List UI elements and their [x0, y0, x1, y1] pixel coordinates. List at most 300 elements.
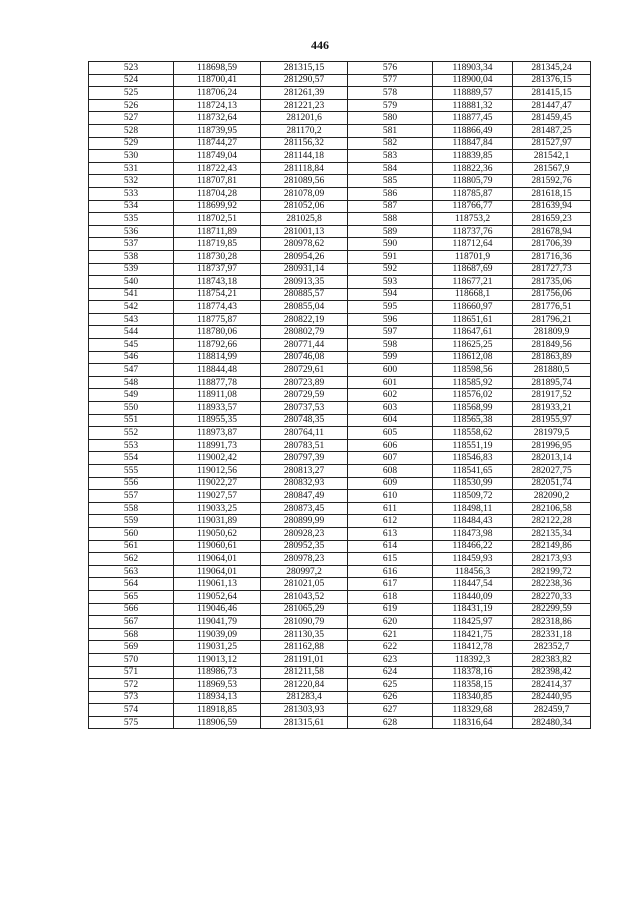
cell-x-coordinate: 118866,49 [433, 124, 513, 137]
cell-point-number: 558 [89, 502, 174, 515]
cell-point-number: 582 [348, 137, 433, 150]
cell-x-coordinate: 118722,43 [174, 162, 261, 175]
cell-x-coordinate: 118900,04 [433, 74, 513, 87]
cell-x-coordinate: 118739,95 [174, 124, 261, 137]
cell-y-coordinate: 281776,51 [513, 301, 591, 314]
cell-point-number: 576 [348, 62, 433, 75]
cell-point-number: 596 [348, 313, 433, 326]
cell-x-coordinate: 118903,34 [433, 62, 513, 75]
table-row [89, 62, 591, 75]
cell-x-coordinate: 118754,21 [174, 288, 261, 301]
table-row [89, 124, 591, 137]
cell-y-coordinate: 282459,7 [513, 704, 591, 717]
cell-point-number: 588 [348, 213, 433, 226]
cell-x-coordinate: 119022,27 [174, 477, 261, 490]
cell-x-coordinate: 118612,08 [433, 351, 513, 364]
cell-point-number: 591 [348, 250, 433, 263]
table-row [89, 301, 591, 314]
table-row [89, 288, 591, 301]
cell-y-coordinate: 281001,13 [261, 225, 348, 238]
cell-y-coordinate: 281618,15 [513, 187, 591, 200]
cell-x-coordinate: 119052,64 [174, 590, 261, 603]
cell-x-coordinate: 119064,01 [174, 553, 261, 566]
cell-x-coordinate: 118541,65 [433, 465, 513, 478]
table-row [89, 553, 591, 566]
cell-y-coordinate: 282090,2 [513, 490, 591, 503]
table-row [89, 74, 591, 87]
cell-y-coordinate: 281849,56 [513, 339, 591, 352]
cell-point-number: 530 [89, 150, 174, 163]
cell-x-coordinate: 118699,92 [174, 200, 261, 213]
table-row [89, 427, 591, 440]
cell-x-coordinate: 118906,59 [174, 716, 261, 729]
cell-point-number: 603 [348, 402, 433, 415]
cell-x-coordinate: 118847,84 [433, 137, 513, 150]
cell-x-coordinate: 118991,73 [174, 439, 261, 452]
cell-point-number: 620 [348, 616, 433, 629]
table-row [89, 402, 591, 415]
table-row [89, 477, 591, 490]
table-row [89, 263, 591, 276]
cell-x-coordinate: 118558,62 [433, 427, 513, 440]
cell-y-coordinate: 282122,28 [513, 515, 591, 528]
cell-y-coordinate: 281678,94 [513, 225, 591, 238]
cell-y-coordinate: 280783,51 [261, 439, 348, 452]
cell-x-coordinate: 118792,66 [174, 339, 261, 352]
cell-point-number: 593 [348, 276, 433, 289]
table-row [89, 603, 591, 616]
cell-x-coordinate: 118425,97 [433, 616, 513, 629]
cell-x-coordinate: 118724,13 [174, 99, 261, 112]
cell-point-number: 622 [348, 641, 433, 654]
cell-x-coordinate: 118737,76 [433, 225, 513, 238]
cell-x-coordinate: 118358,15 [433, 679, 513, 692]
cell-point-number: 524 [89, 74, 174, 87]
cell-y-coordinate: 281201,6 [261, 112, 348, 125]
cell-point-number: 557 [89, 490, 174, 503]
cell-point-number: 624 [348, 666, 433, 679]
cell-point-number: 535 [89, 213, 174, 226]
table-row [89, 99, 591, 112]
cell-x-coordinate: 118877,45 [433, 112, 513, 125]
cell-point-number: 612 [348, 515, 433, 528]
cell-y-coordinate: 281144,18 [261, 150, 348, 163]
cell-x-coordinate: 118877,78 [174, 376, 261, 389]
cell-y-coordinate: 280802,79 [261, 326, 348, 339]
table-row [89, 578, 591, 591]
cell-y-coordinate: 280764,11 [261, 427, 348, 440]
cell-x-coordinate: 118730,28 [174, 250, 261, 263]
cell-y-coordinate: 280737,53 [261, 402, 348, 415]
cell-x-coordinate: 118551,19 [433, 439, 513, 452]
cell-point-number: 541 [89, 288, 174, 301]
cell-x-coordinate: 119027,57 [174, 490, 261, 503]
cell-point-number: 619 [348, 603, 433, 616]
cell-y-coordinate: 280813,27 [261, 465, 348, 478]
cell-point-number: 549 [89, 389, 174, 402]
cell-x-coordinate: 118749,04 [174, 150, 261, 163]
table-row [89, 641, 591, 654]
cell-point-number: 569 [89, 641, 174, 654]
cell-y-coordinate: 280928,23 [261, 527, 348, 540]
table-row [89, 238, 591, 251]
cell-y-coordinate: 281043,52 [261, 590, 348, 603]
table-row [89, 502, 591, 515]
cell-x-coordinate: 118700,41 [174, 74, 261, 87]
table-row [89, 339, 591, 352]
cell-point-number: 611 [348, 502, 433, 515]
cell-y-coordinate: 282299,59 [513, 603, 591, 616]
cell-y-coordinate: 282027,75 [513, 465, 591, 478]
cell-y-coordinate: 281809,9 [513, 326, 591, 339]
cell-point-number: 544 [89, 326, 174, 339]
cell-x-coordinate: 118431,19 [433, 603, 513, 616]
table-row [89, 490, 591, 503]
cell-point-number: 623 [348, 653, 433, 666]
cell-point-number: 556 [89, 477, 174, 490]
cell-point-number: 539 [89, 263, 174, 276]
cell-y-coordinate: 281716,36 [513, 250, 591, 263]
cell-x-coordinate: 118881,32 [433, 99, 513, 112]
cell-point-number: 599 [348, 351, 433, 364]
cell-x-coordinate: 119050,62 [174, 527, 261, 540]
cell-y-coordinate: 281065,29 [261, 603, 348, 616]
table-row [89, 313, 591, 326]
cell-point-number: 559 [89, 515, 174, 528]
cell-x-coordinate: 118933,57 [174, 402, 261, 415]
cell-x-coordinate: 119031,89 [174, 515, 261, 528]
cell-x-coordinate: 119012,56 [174, 465, 261, 478]
cell-point-number: 613 [348, 527, 433, 540]
cell-x-coordinate: 118509,72 [433, 490, 513, 503]
cell-x-coordinate: 118973,87 [174, 427, 261, 440]
cell-point-number: 592 [348, 263, 433, 276]
cell-y-coordinate: 281447,47 [513, 99, 591, 112]
cell-point-number: 589 [348, 225, 433, 238]
cell-point-number: 610 [348, 490, 433, 503]
cell-point-number: 571 [89, 666, 174, 679]
cell-y-coordinate: 281880,5 [513, 364, 591, 377]
cell-x-coordinate: 118447,54 [433, 578, 513, 591]
cell-point-number: 542 [89, 301, 174, 314]
cell-point-number: 566 [89, 603, 174, 616]
table-row [89, 465, 591, 478]
coordinates-table [88, 61, 591, 729]
table-row [89, 389, 591, 402]
cell-point-number: 546 [89, 351, 174, 364]
cell-y-coordinate: 282352,7 [513, 641, 591, 654]
cell-point-number: 590 [348, 238, 433, 251]
table-row [89, 137, 591, 150]
cell-y-coordinate: 282398,42 [513, 666, 591, 679]
cell-x-coordinate: 118392,3 [433, 653, 513, 666]
cell-y-coordinate: 281592,76 [513, 175, 591, 188]
cell-y-coordinate: 281221,23 [261, 99, 348, 112]
table-row [89, 716, 591, 729]
cell-y-coordinate: 282173,93 [513, 553, 591, 566]
cell-point-number: 618 [348, 590, 433, 603]
cell-y-coordinate: 281567,9 [513, 162, 591, 175]
cell-y-coordinate: 281487,25 [513, 124, 591, 137]
cell-point-number: 627 [348, 704, 433, 717]
cell-x-coordinate: 118955,35 [174, 414, 261, 427]
cell-y-coordinate: 281078,09 [261, 187, 348, 200]
cell-x-coordinate: 118701,9 [433, 250, 513, 263]
cell-y-coordinate: 281895,74 [513, 376, 591, 389]
cell-y-coordinate: 281727,73 [513, 263, 591, 276]
cell-y-coordinate: 280931,14 [261, 263, 348, 276]
table-row [89, 653, 591, 666]
cell-y-coordinate: 281735,06 [513, 276, 591, 289]
cell-x-coordinate: 119013,12 [174, 653, 261, 666]
cell-point-number: 587 [348, 200, 433, 213]
cell-x-coordinate: 118625,25 [433, 339, 513, 352]
page-number: 446 [311, 38, 329, 52]
cell-x-coordinate: 118743,18 [174, 276, 261, 289]
cell-point-number: 626 [348, 691, 433, 704]
cell-y-coordinate: 282106,58 [513, 502, 591, 515]
cell-y-coordinate: 280952,35 [261, 540, 348, 553]
cell-x-coordinate: 119046,46 [174, 603, 261, 616]
cell-x-coordinate: 118466,22 [433, 540, 513, 553]
coordinates-table-body [89, 62, 591, 729]
cell-x-coordinate: 118421,75 [433, 628, 513, 641]
cell-y-coordinate: 282480,34 [513, 716, 591, 729]
cell-point-number: 561 [89, 540, 174, 553]
cell-x-coordinate: 118585,92 [433, 376, 513, 389]
cell-y-coordinate: 281089,56 [261, 175, 348, 188]
cell-y-coordinate: 281156,32 [261, 137, 348, 150]
cell-point-number: 526 [89, 99, 174, 112]
cell-point-number: 554 [89, 452, 174, 465]
cell-x-coordinate: 118412,78 [433, 641, 513, 654]
cell-y-coordinate: 281917,52 [513, 389, 591, 402]
cell-x-coordinate: 118647,61 [433, 326, 513, 339]
cell-point-number: 543 [89, 313, 174, 326]
cell-x-coordinate: 118316,64 [433, 716, 513, 729]
cell-point-number: 548 [89, 376, 174, 389]
table-row [89, 414, 591, 427]
cell-point-number: 614 [348, 540, 433, 553]
table-row [89, 666, 591, 679]
cell-y-coordinate: 281933,21 [513, 402, 591, 415]
cell-y-coordinate: 281118,84 [261, 162, 348, 175]
table-row [89, 150, 591, 163]
table-row [89, 351, 591, 364]
table-row [89, 225, 591, 238]
cell-x-coordinate: 118844,48 [174, 364, 261, 377]
cell-x-coordinate: 118805,79 [433, 175, 513, 188]
cell-point-number: 581 [348, 124, 433, 137]
cell-x-coordinate: 119033,25 [174, 502, 261, 515]
cell-point-number: 560 [89, 527, 174, 540]
cell-y-coordinate: 280873,45 [261, 502, 348, 515]
cell-x-coordinate: 118498,11 [433, 502, 513, 515]
cell-point-number: 553 [89, 439, 174, 452]
table-row [89, 276, 591, 289]
table-row [89, 87, 591, 100]
cell-x-coordinate: 118440,09 [433, 590, 513, 603]
cell-x-coordinate: 118889,57 [433, 87, 513, 100]
cell-x-coordinate: 118986,73 [174, 666, 261, 679]
cell-point-number: 578 [348, 87, 433, 100]
cell-point-number: 585 [348, 175, 433, 188]
cell-point-number: 527 [89, 112, 174, 125]
cell-point-number: 608 [348, 465, 433, 478]
table-row [89, 200, 591, 213]
table-row [89, 162, 591, 175]
cell-point-number: 563 [89, 565, 174, 578]
cell-x-coordinate: 118565,38 [433, 414, 513, 427]
table-row [89, 679, 591, 692]
cell-point-number: 628 [348, 716, 433, 729]
cell-point-number: 536 [89, 225, 174, 238]
cell-point-number: 531 [89, 162, 174, 175]
cell-x-coordinate: 119041,79 [174, 616, 261, 629]
cell-y-coordinate: 280771,44 [261, 339, 348, 352]
cell-point-number: 580 [348, 112, 433, 125]
cell-y-coordinate: 281130,35 [261, 628, 348, 641]
cell-y-coordinate: 281315,61 [261, 716, 348, 729]
cell-x-coordinate: 118660,97 [433, 301, 513, 314]
cell-x-coordinate: 119060,61 [174, 540, 261, 553]
table-row [89, 112, 591, 125]
cell-point-number: 528 [89, 124, 174, 137]
cell-y-coordinate: 282318,86 [513, 616, 591, 629]
cell-y-coordinate: 280723,89 [261, 376, 348, 389]
cell-x-coordinate: 118969,53 [174, 679, 261, 692]
cell-point-number: 547 [89, 364, 174, 377]
cell-y-coordinate: 280978,23 [261, 553, 348, 566]
cell-y-coordinate: 282414,37 [513, 679, 591, 692]
table-row [89, 213, 591, 226]
cell-x-coordinate: 118456,3 [433, 565, 513, 578]
cell-y-coordinate: 281025,8 [261, 213, 348, 226]
cell-point-number: 607 [348, 452, 433, 465]
cell-y-coordinate: 281955,97 [513, 414, 591, 427]
cell-x-coordinate: 118484,43 [433, 515, 513, 528]
cell-point-number: 538 [89, 250, 174, 263]
cell-y-coordinate: 282238,36 [513, 578, 591, 591]
cell-y-coordinate: 281211,58 [261, 666, 348, 679]
cell-y-coordinate: 281459,45 [513, 112, 591, 125]
cell-x-coordinate: 118744,27 [174, 137, 261, 150]
cell-x-coordinate: 118546,83 [433, 452, 513, 465]
cell-x-coordinate: 119061,13 [174, 578, 261, 591]
cell-point-number: 583 [348, 150, 433, 163]
cell-point-number: 606 [348, 439, 433, 452]
table-row [89, 364, 591, 377]
cell-y-coordinate: 281706,39 [513, 238, 591, 251]
cell-y-coordinate: 282013,14 [513, 452, 591, 465]
cell-y-coordinate: 280899,99 [261, 515, 348, 528]
cell-point-number: 604 [348, 414, 433, 427]
cell-y-coordinate: 282149,86 [513, 540, 591, 553]
cell-x-coordinate: 119002,42 [174, 452, 261, 465]
cell-x-coordinate: 118737,97 [174, 263, 261, 276]
cell-x-coordinate: 118340,85 [433, 691, 513, 704]
cell-y-coordinate: 281261,39 [261, 87, 348, 100]
cell-x-coordinate: 118530,99 [433, 477, 513, 490]
cell-x-coordinate: 118568,99 [433, 402, 513, 415]
cell-x-coordinate: 118775,87 [174, 313, 261, 326]
table-row [89, 590, 591, 603]
cell-y-coordinate: 280822,19 [261, 313, 348, 326]
cell-point-number: 525 [89, 87, 174, 100]
cell-y-coordinate: 281090,79 [261, 616, 348, 629]
cell-x-coordinate: 118702,51 [174, 213, 261, 226]
cell-x-coordinate: 118473,98 [433, 527, 513, 540]
cell-y-coordinate: 280832,93 [261, 477, 348, 490]
cell-y-coordinate: 281052,06 [261, 200, 348, 213]
cell-point-number: 617 [348, 578, 433, 591]
cell-y-coordinate: 280885,57 [261, 288, 348, 301]
cell-x-coordinate: 118814,99 [174, 351, 261, 364]
table-row [89, 565, 591, 578]
cell-point-number: 562 [89, 553, 174, 566]
cell-point-number: 609 [348, 477, 433, 490]
table-row [89, 704, 591, 717]
table-row [89, 628, 591, 641]
table-row [89, 452, 591, 465]
table-row [89, 527, 591, 540]
cell-x-coordinate: 119031,25 [174, 641, 261, 654]
cell-point-number: 577 [348, 74, 433, 87]
cell-x-coordinate: 118766,77 [433, 200, 513, 213]
cell-point-number: 605 [348, 427, 433, 440]
cell-point-number: 565 [89, 590, 174, 603]
cell-point-number: 573 [89, 691, 174, 704]
cell-point-number: 621 [348, 628, 433, 641]
table-row [89, 187, 591, 200]
cell-x-coordinate: 118780,06 [174, 326, 261, 339]
cell-point-number: 532 [89, 175, 174, 188]
cell-x-coordinate: 118839,85 [433, 150, 513, 163]
cell-point-number: 568 [89, 628, 174, 641]
cell-point-number: 601 [348, 376, 433, 389]
cell-point-number: 616 [348, 565, 433, 578]
cell-y-coordinate: 280797,39 [261, 452, 348, 465]
cell-y-coordinate: 280746,08 [261, 351, 348, 364]
cell-point-number: 570 [89, 653, 174, 666]
cell-x-coordinate: 118378,16 [433, 666, 513, 679]
cell-y-coordinate: 282199,72 [513, 565, 591, 578]
cell-y-coordinate: 281021,05 [261, 578, 348, 591]
cell-x-coordinate: 118707,81 [174, 175, 261, 188]
table-row [89, 691, 591, 704]
cell-point-number: 625 [348, 679, 433, 692]
cell-y-coordinate: 281170,2 [261, 124, 348, 137]
cell-x-coordinate: 118687,69 [433, 263, 513, 276]
cell-point-number: 572 [89, 679, 174, 692]
table-row [89, 515, 591, 528]
cell-x-coordinate: 118329,68 [433, 704, 513, 717]
cell-x-coordinate: 118711,89 [174, 225, 261, 238]
cell-x-coordinate: 118698,59 [174, 62, 261, 75]
cell-y-coordinate: 281220,84 [261, 679, 348, 692]
cell-y-coordinate: 280748,35 [261, 414, 348, 427]
cell-y-coordinate: 281527,97 [513, 137, 591, 150]
cell-point-number: 529 [89, 137, 174, 150]
cell-point-number: 564 [89, 578, 174, 591]
cell-y-coordinate: 281345,24 [513, 62, 591, 75]
cell-y-coordinate: 280997,2 [261, 565, 348, 578]
cell-point-number: 534 [89, 200, 174, 213]
cell-y-coordinate: 281376,15 [513, 74, 591, 87]
table-row [89, 175, 591, 188]
cell-y-coordinate: 280954,26 [261, 250, 348, 263]
cell-y-coordinate: 281796,21 [513, 313, 591, 326]
